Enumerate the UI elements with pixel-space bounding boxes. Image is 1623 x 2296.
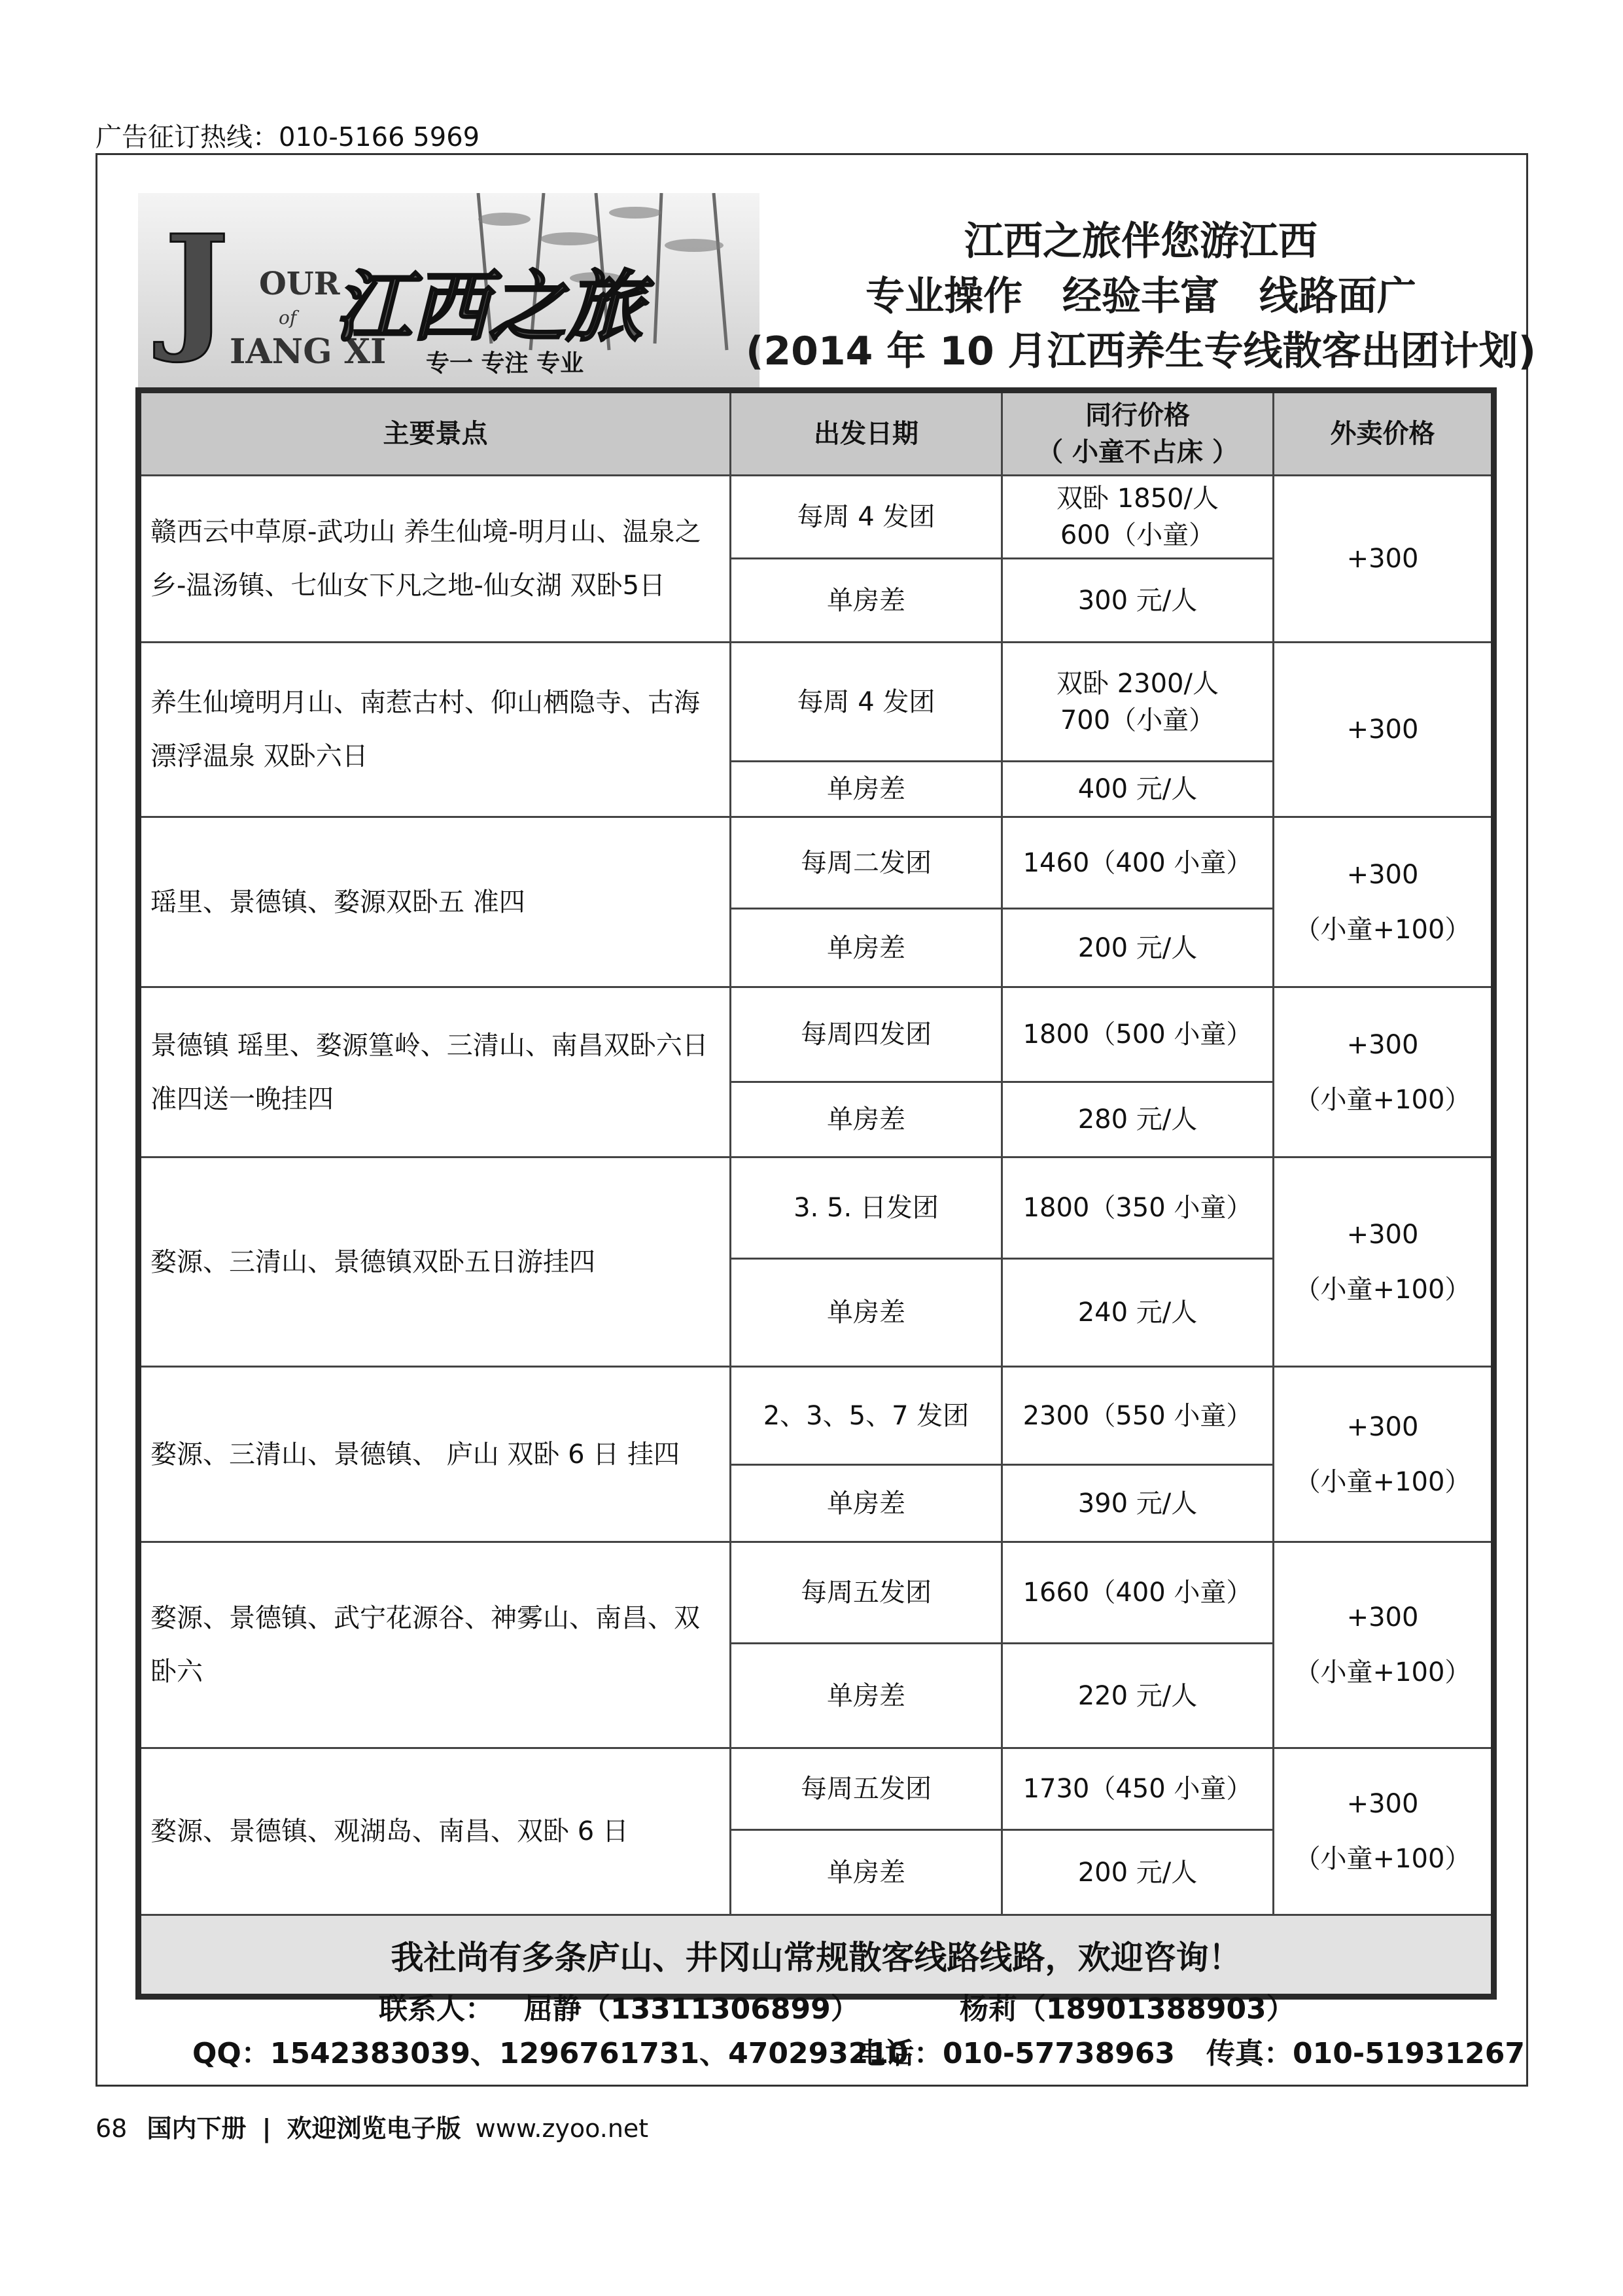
single-room-price: 300 元/人 [1002, 559, 1274, 643]
table-row [139, 1157, 1494, 1259]
single-room-label: 单房差 [731, 559, 1002, 643]
retail-cell [1274, 643, 1494, 817]
table-row [139, 817, 1494, 909]
price-cell: 2300（550 小童） [1002, 1367, 1274, 1465]
price-cell: 1730（450 小童） [1002, 1748, 1274, 1830]
retail-cell [1274, 817, 1494, 987]
price-cell: 1800（500 小童） [1002, 987, 1274, 1082]
contact-line: 联系人： 屈静（13311306899） 杨莉（18901388903） [379, 1992, 1295, 2026]
contact-qq: QQ：1542383039、1296761731、470293210 [192, 2037, 909, 2070]
retail-child-line: （小童+100） [1294, 1084, 1471, 1115]
logo-our: OUR [259, 266, 340, 302]
single-room-label: 单房差 [731, 1644, 1002, 1748]
page-footer [96, 2108, 648, 2144]
retail-line: +300 [1346, 1411, 1419, 1442]
retail-line: +300 [1346, 544, 1419, 574]
retail-line: +300 [1346, 1789, 1419, 1819]
retail-child-line: （小童+100） [1294, 914, 1471, 945]
single-room-price: 280 元/人 [1002, 1082, 1274, 1157]
date-cell: 2、3、5、7 发团 [731, 1367, 1002, 1465]
single-room-label: 单房差 [731, 1465, 1002, 1542]
heading-line3: (2014 年 10 月江西养生专线散客出团计划) [746, 328, 1536, 374]
table-row [139, 1748, 1494, 1830]
single-room-label: 单房差 [731, 1082, 1002, 1157]
price-child-line: 700（小童） [1060, 705, 1215, 735]
heading-line1: 江西之旅伴您游江西 [964, 219, 1318, 264]
section-name: 国内下册 [147, 2114, 247, 2143]
ad-frame [96, 153, 1536, 2087]
header-peer-price [1002, 391, 1274, 476]
page-number: 68 [96, 2114, 128, 2143]
price-cell [1002, 476, 1274, 559]
retail-line: +300 [1346, 859, 1419, 890]
contact-fax: 传真：010-51931267 [1206, 2037, 1526, 2070]
heading-line2: 专业操作 经验丰富 线路面广 [865, 274, 1416, 319]
footer-url[interactable]: www.zyoo.net [475, 2114, 649, 2143]
logo-iang-xi: IANG XI [230, 332, 387, 372]
ad-hotline: 广告征订热线：010-5166 5969 [96, 122, 480, 152]
table-row [139, 1367, 1494, 1465]
single-room-label: 单房差 [731, 1259, 1002, 1367]
route-cell: 婺源、三清山、景德镇双卧五日游挂四 [139, 1157, 731, 1367]
header-peer-price-note: （ 小童不占床 ） [1037, 437, 1238, 467]
price-line: 双卧 1850/人 [1056, 484, 1219, 514]
price-cell [1002, 643, 1274, 762]
table-row [139, 1542, 1494, 1644]
header-route: 主要景点 [139, 391, 731, 476]
route-cell: 景德镇 瑶里、婺源篁岭、三清山、南昌双卧六日准四送一晚挂四 [139, 987, 731, 1157]
table-row [139, 987, 1494, 1082]
date-cell: 每周 4 发团 [731, 476, 1002, 559]
route-cell: 赣西云中草原-武功山 养生仙境-明月山、温泉之乡-温汤镇、七仙女下凡之地-仙女湖 双卧5日 [139, 476, 731, 643]
retail-line: +300 [1346, 715, 1419, 745]
date-cell: 每周五发团 [731, 1748, 1002, 1830]
header-date: 出发日期 [731, 391, 1002, 476]
route-cell: 养生仙境明月山、南惹古村、仰山栖隐寺、古海漂浮温泉 双卧六日 [139, 643, 731, 817]
retail-cell [1274, 1542, 1494, 1748]
retail-child-line: （小童+100） [1294, 1274, 1471, 1305]
price-child-line: 600（小童） [1060, 520, 1215, 550]
date-cell: 每周五发团 [731, 1542, 1002, 1644]
retail-cell [1274, 1748, 1494, 1915]
price-cell: 1460（400 小童） [1002, 817, 1274, 909]
retail-cell [1274, 1367, 1494, 1542]
table-row [139, 643, 1494, 762]
route-cell: 婺源、景德镇、武宁花源谷、神雾山、南昌、双卧六 [139, 1542, 731, 1748]
retail-child-line: （小童+100） [1294, 1466, 1471, 1497]
route-cell: 瑶里、景德镇、婺源双卧五 准四 [139, 817, 731, 987]
single-room-label: 单房差 [731, 1830, 1002, 1915]
tour-schedule-table [135, 387, 1497, 2000]
retail-cell [1274, 987, 1494, 1157]
table-footer-note: 我社尚有多条庐山、井冈山常规散客线路线路，欢迎咨询！ [139, 1915, 1494, 1997]
retail-line: +300 [1346, 1029, 1419, 1060]
logo-of: of [279, 307, 297, 328]
single-room-label: 单房差 [731, 762, 1002, 817]
brand-logo [138, 193, 759, 389]
retail-cell [1274, 1157, 1494, 1367]
price-line: 双卧 2300/人 [1056, 668, 1219, 699]
logo-slogan: 专一 专注 专业 [426, 350, 584, 377]
route-cell: 婺源、三清山、景德镇、 庐山 双卧 6 日 挂四 [139, 1367, 731, 1542]
single-room-price: 390 元/人 [1002, 1465, 1274, 1542]
single-room-label: 单房差 [731, 909, 1002, 987]
retail-line: +300 [1346, 1219, 1419, 1250]
date-cell: 每周二发团 [731, 817, 1002, 909]
single-room-price: 200 元/人 [1002, 1830, 1274, 1915]
retail-child-line: （小童+100） [1294, 1844, 1471, 1874]
single-room-price: 200 元/人 [1002, 909, 1274, 987]
retail-cell [1274, 476, 1494, 643]
single-room-price: 220 元/人 [1002, 1644, 1274, 1748]
retail-child-line: （小童+100） [1294, 1657, 1471, 1687]
single-room-price: 240 元/人 [1002, 1259, 1274, 1367]
date-cell: 3. 5. 日发团 [731, 1157, 1002, 1259]
footer-separator: | [262, 2114, 271, 2143]
header-retail-price: 外卖价格 [1274, 391, 1494, 476]
table-footer-row [139, 1915, 1494, 1997]
ad-heading [673, 214, 1609, 379]
table-row [139, 476, 1494, 559]
date-cell: 每周 4 发团 [731, 643, 1002, 762]
table-header-row [139, 391, 1494, 476]
route-cell: 婺源、景德镇、观湖岛、南昌、双卧 6 日 [139, 1748, 731, 1915]
date-cell: 每周四发团 [731, 987, 1002, 1082]
retail-line: +300 [1346, 1602, 1419, 1633]
price-cell: 1800（350 小童） [1002, 1157, 1274, 1259]
footer-promo: 欢迎浏览电子版 [287, 2114, 461, 2143]
price-cell: 1660（400 小童） [1002, 1542, 1274, 1644]
logo-big-j: J [164, 205, 230, 366]
contact-phone: 电话：010-57738963 [856, 2037, 1176, 2070]
logo-brand-text: 江西之旅 [334, 262, 644, 352]
single-room-price: 400 元/人 [1002, 762, 1274, 817]
header-peer-price-label: 同行价格 [1085, 400, 1190, 431]
